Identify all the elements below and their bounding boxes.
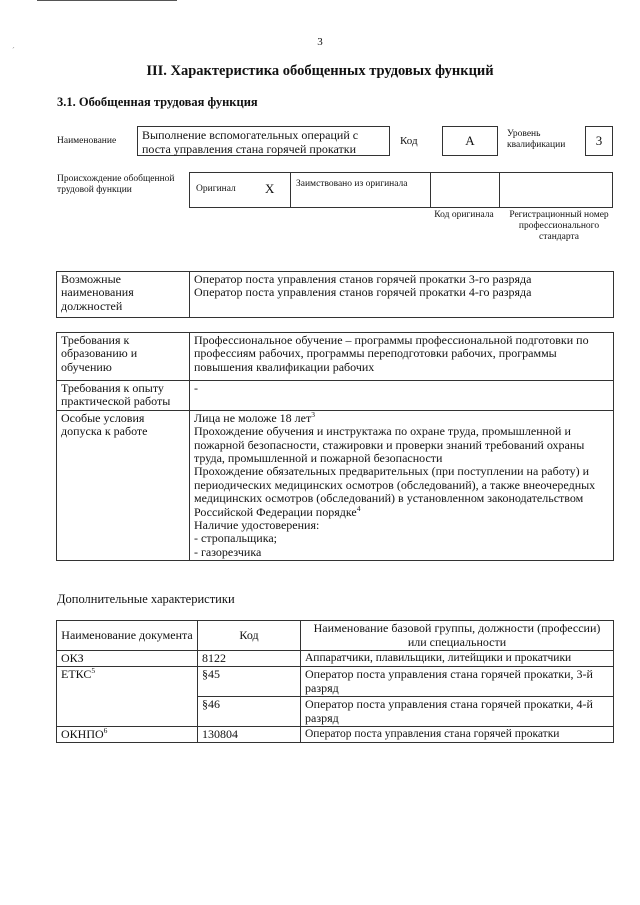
position-item: Оператор поста управления станов горячей прокатки 4-го разряда [194, 285, 532, 300]
section-title: III. Характеристика обобщенных трудовых функций [146, 63, 494, 79]
name-label: Наименование [57, 136, 117, 146]
doc-name: ОКНПО [61, 727, 104, 742]
positions-label: Возможные наименования должностей [57, 272, 190, 318]
special-label: Особые условия допуска к работе [57, 410, 190, 560]
table-row [57, 727, 614, 743]
doc-name: ОКЗ [61, 651, 84, 665]
special-medical: Прохождение обязательных предварительных (при поступлении на работу) и периодических медицинских осмотров (обследований), а также внеочередных медицинских осмотров (обследований) в установленном законодательством Российской Федерации порядке [194, 464, 596, 519]
education-value: Профессиональное обучение – программы профессиональной подготовки по профессиям рабочих, программы переподготовки рабочих, программы повышения квалификации рабочих [190, 333, 614, 381]
col-doc-header: Наименование документа [57, 621, 198, 651]
col-name-header: Наименование базовой группы, должности (профессии) или специальности [301, 621, 614, 651]
footnote-ref: 3 [311, 409, 315, 419]
experience-label: Требования к опыту практической работы [57, 381, 190, 411]
code-label: Код [400, 135, 418, 147]
footnote-ref: 4 [356, 503, 361, 513]
name-value: Выполнение вспомогательных операций с поста управления стана горячей прокатки [137, 126, 390, 156]
special-cert-item: - стропальщика; [194, 531, 277, 546]
special-training: Прохождение обучения и инструктажа по охране труда, промышленной и пожарной безопасности, стажировки и проверки знаний требований охраны труда, промышленной и пожарной безопасности [194, 424, 585, 466]
scan-edge-line [37, 0, 177, 1]
row-name: Оператор поста управления стана горячей прокатки, 3-й разряд [301, 667, 614, 697]
level-label: Уровень квалификации [507, 129, 566, 150]
doc-name: ЕТКС [61, 667, 92, 682]
special-cert-item: - газорезчика [194, 544, 262, 559]
scan-mark: ´ [12, 46, 15, 55]
table-row [57, 667, 614, 697]
additional-title: Дополнительные характеристики [57, 592, 235, 606]
experience-value: - [190, 381, 614, 411]
position-item: Оператор поста управления станов горячей прокатки 3-го разряда [194, 272, 532, 286]
positions-table [56, 271, 614, 318]
row-code: 130804 [198, 727, 301, 743]
requirements-table [56, 332, 614, 561]
page-number: 3 [317, 36, 323, 48]
row-name: Оператор поста управления стана горячей прокатки [301, 727, 614, 743]
table-row [57, 651, 614, 667]
origin-table [189, 172, 613, 208]
footnote-ref: 5 [91, 666, 96, 676]
original-label: Оригинал [196, 184, 236, 194]
level-value: 3 [585, 126, 613, 156]
positions-values [190, 272, 614, 318]
additional-table [56, 620, 614, 743]
special-age: Лица не моложе 18 лет [194, 410, 312, 425]
row-code: §46 [198, 697, 301, 727]
row-code: 8122 [198, 651, 301, 667]
borrowed-label: Заимствовано из оригинала [296, 179, 408, 189]
subsection-title: 3.1. Обобщенная трудовая функция [57, 95, 258, 109]
special-certificates: Наличие удостоверения: [194, 518, 320, 533]
footnote-ref: 6 [103, 726, 108, 736]
reg-number-label: Регистрационный номер профессионального стандарта [509, 210, 609, 242]
code-value: А [442, 126, 498, 156]
col-code-header: Код [198, 621, 301, 651]
original-mark: X [265, 181, 275, 196]
education-label: Требования к образованию и обучению [57, 333, 190, 381]
row-name: Оператор поста управления стана горячей прокатки, 4-й разряд [301, 697, 614, 727]
special-value [190, 410, 614, 560]
origin-label: Происхождение обобщенной трудовой функции [57, 174, 175, 195]
row-code: §45 [198, 667, 301, 697]
code-original-label: Код оригинала [434, 210, 494, 220]
row-name: Аппаратчики, плавильщики, литейщики и прокатчики [301, 651, 614, 667]
